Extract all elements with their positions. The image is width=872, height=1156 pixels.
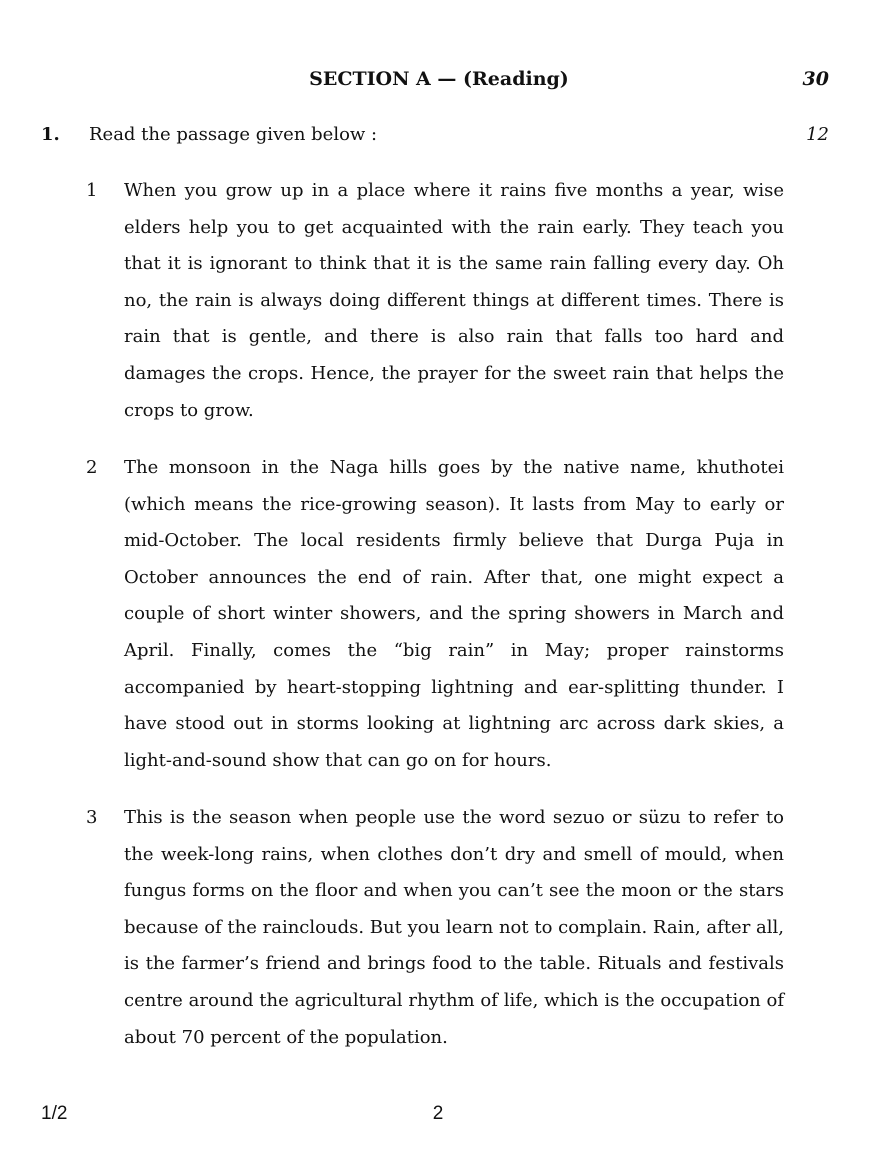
footer-code: 1/2 — [41, 1103, 68, 1124]
footer-page-number: 2 — [432, 1103, 444, 1124]
paragraph-text: This is the season when people use the word sezuo or süzu to refer to the week-long rains, when clothes don’t dry and smell of mould, when fungus forms on the floor and when you can’t see the moon or the stars because of the rainclouds. But you learn not to complain. Rain, after all, is the farmer’s friend and brings food to the table. Rituals and festivals centre around the agricultural rhythm of life, which is the occupation of about 70 percent of the population. — [124, 807, 784, 1048]
paragraph-text: The monsoon in the Naga hills goes by the native name, khuthotei (which means the rice-growing season). It lasts from May to early or mid-October. The local residents firmly believe that Durga Puja in October announces the end of rain. After that, one might expect a couple of short winter showers, and the spring showers in March and April. Finally, comes the “big rain” in May; proper rainstorms accompanied by heart-stopping lightning and ear-splitting thunder. I have stood out in storms looking at lightning arc across dark skies, a light-and-sound show that can go on for hours. — [124, 457, 784, 771]
question-marks: 12 — [806, 124, 829, 145]
question-number: 1. — [41, 124, 60, 145]
paragraph-number: 3 — [86, 807, 98, 828]
section-header — [0, 64, 872, 94]
paragraph-number: 2 — [86, 457, 98, 478]
section-title: SECTION A — (Reading) — [309, 68, 569, 90]
question-row — [0, 120, 872, 150]
paragraph-text: When you grow up in a place where it rains five months a year, wise elders help you to get acquainted with the rain early. They teach you that it is ignorant to think that it is the same rain falling every day. Oh no, the rain is always doing different things at different times. There is rain that is gentle, and there is also rain that falls too hard and damages the crops. Hence, the prayer for the sweet rain that helps the crops to grow. — [124, 180, 784, 421]
question-instruction: Read the passage given below : — [89, 124, 378, 145]
paragraph-number: 1 — [86, 180, 98, 201]
section-marks: 30 — [802, 68, 829, 90]
